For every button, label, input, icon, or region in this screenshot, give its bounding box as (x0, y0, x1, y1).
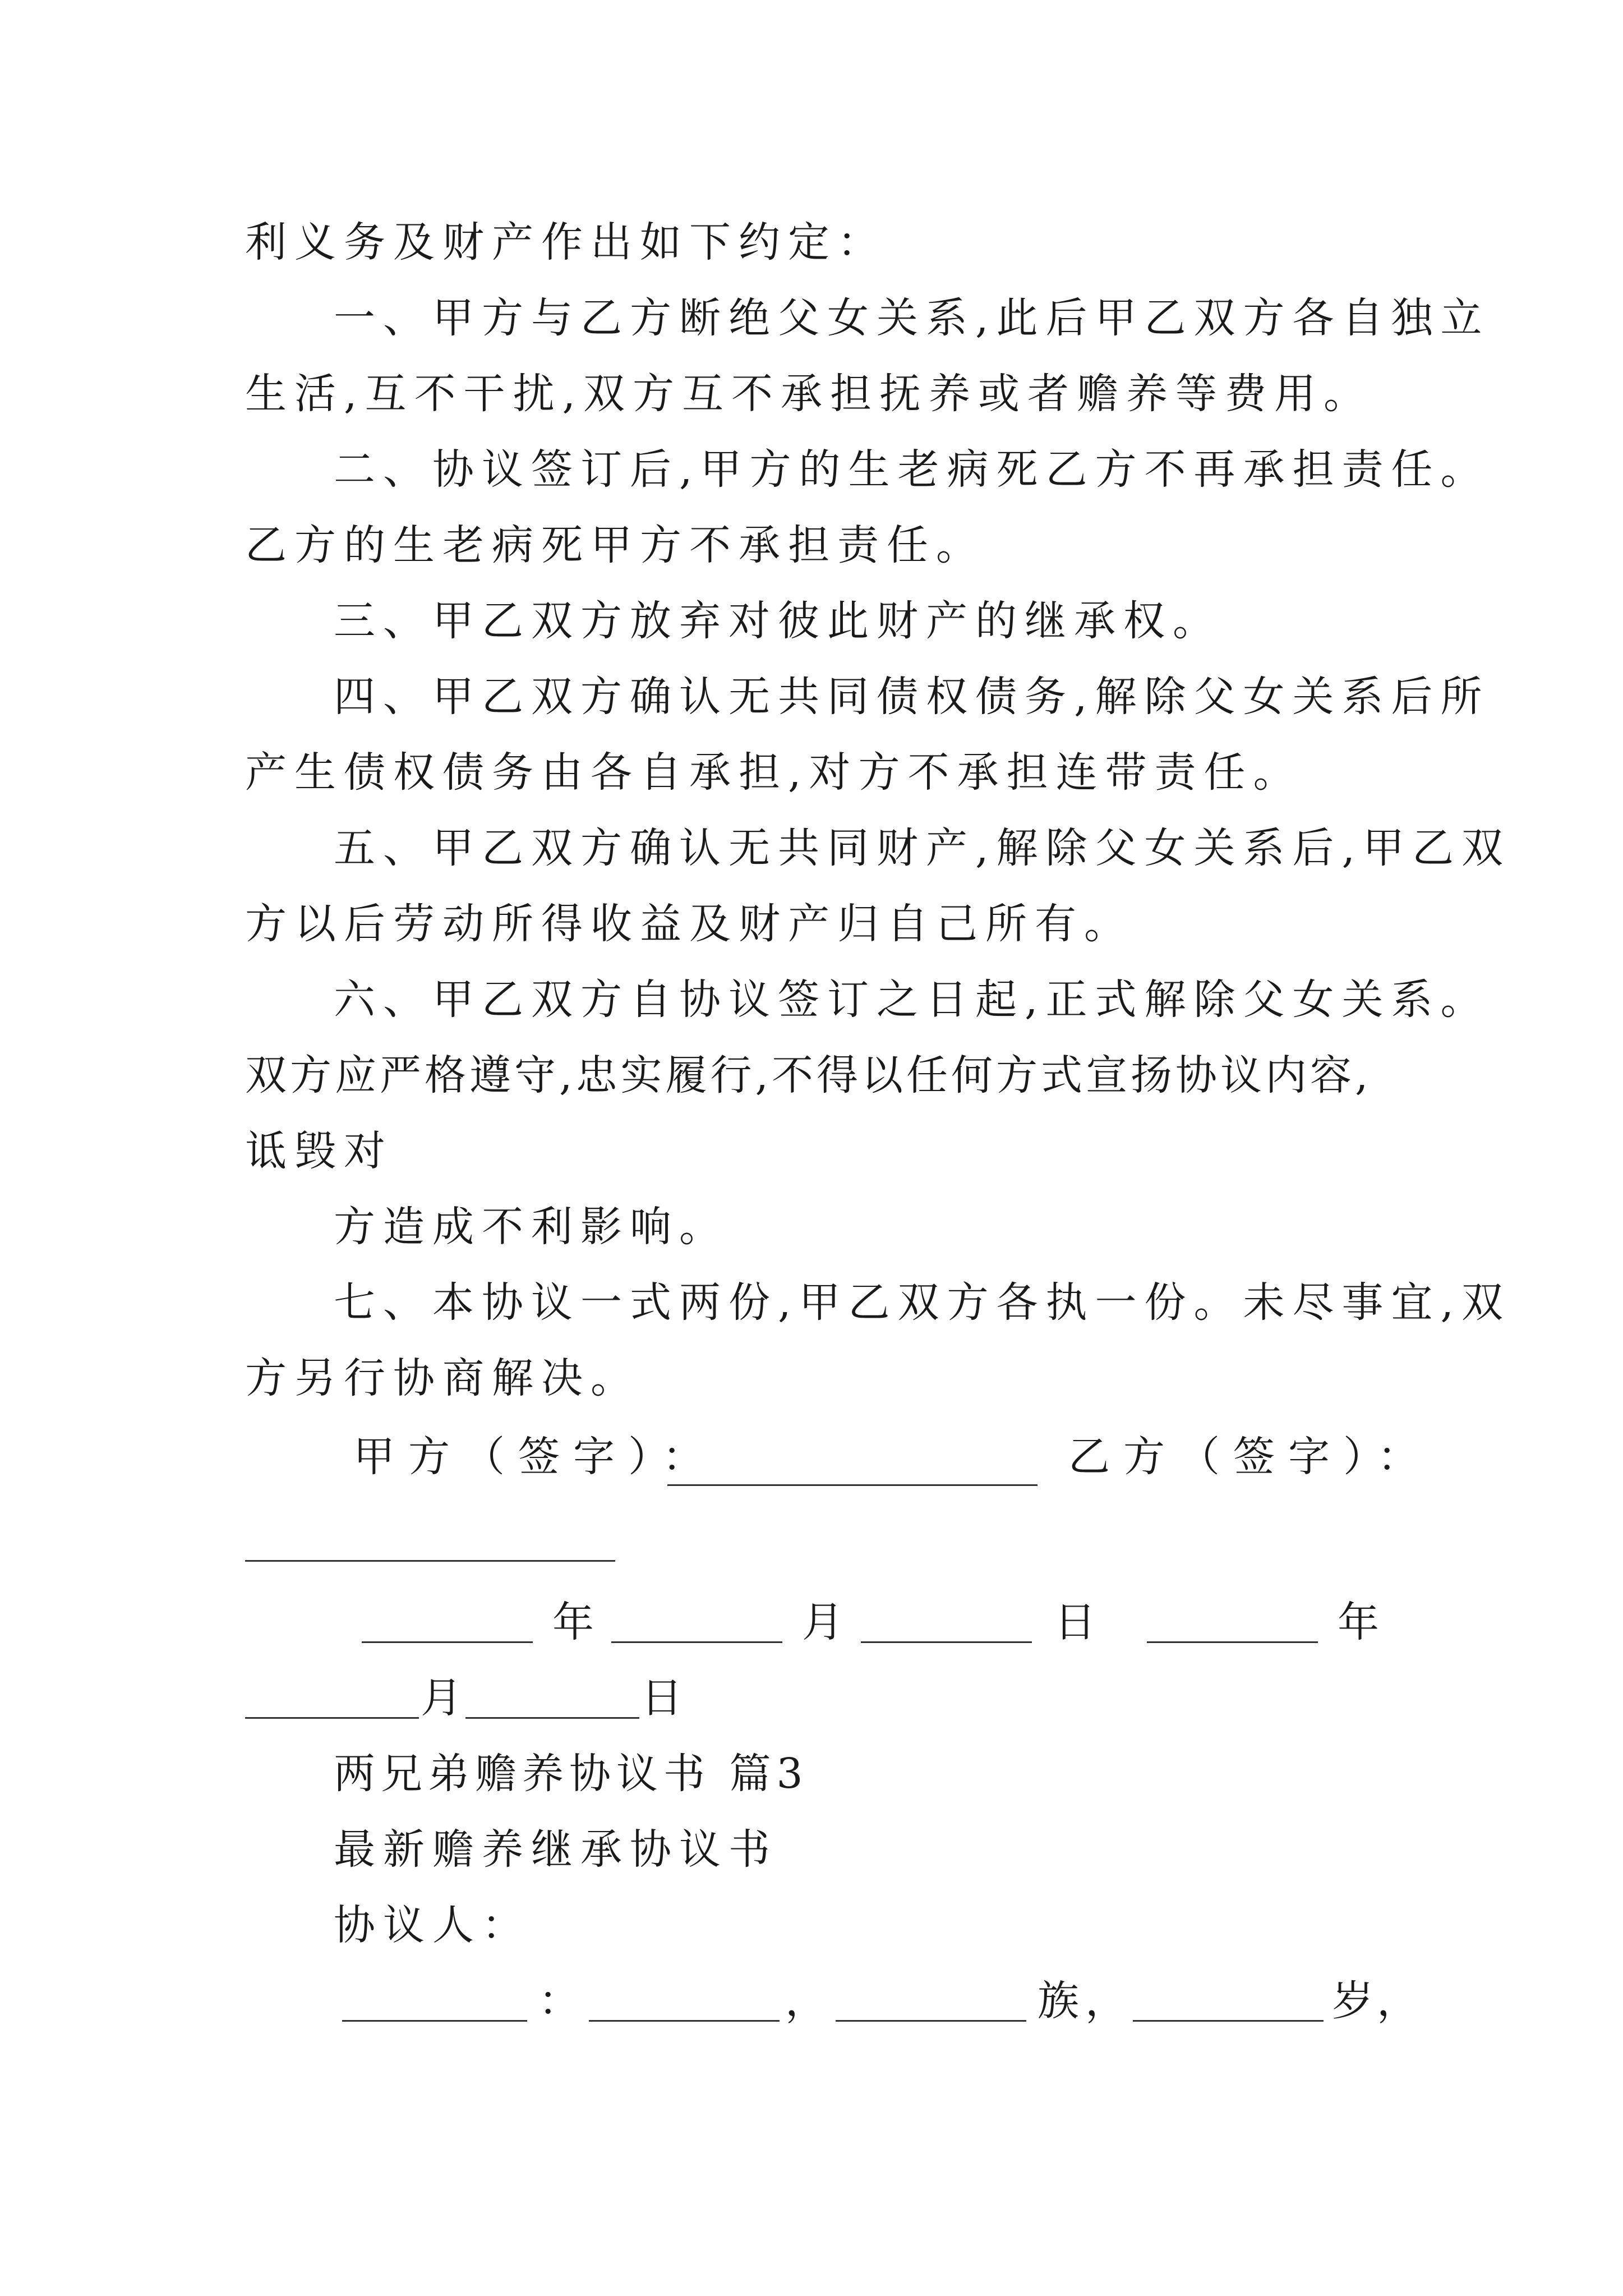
party-age-comma: ， (1377, 1977, 1426, 2025)
clause-4-line-2: 产生债权债务由各自承担,对方不承担连带责任。 (245, 748, 1303, 797)
party-a-day-field[interactable] (861, 1604, 1032, 1643)
party-gender-comma: ， (785, 1977, 834, 2025)
party-a-signature-field[interactable] (667, 1447, 1038, 1486)
clause-4-line-1: 四、甲乙双方确认无共同债权债务,解除父女关系后所 (334, 673, 1490, 721)
party-ethnicity-label: 族 (1038, 1977, 1087, 2025)
party-a-year-label: 年 (552, 1598, 602, 1646)
clause-1-line-2: 生活,互不干扰,双方互不承担抚养或者赡养等费用。 (245, 370, 1373, 418)
party-b-day-label: 日 (641, 1674, 690, 1722)
clause-2-line-2: 乙方的生老病死甲方不承担责任。 (245, 521, 985, 569)
party-age-label: 岁 (1332, 1977, 1381, 2025)
intro-line: 利义务及财产作出如下约定： (245, 218, 887, 266)
clause-6-line-3: 诋毁对 (245, 1127, 393, 1175)
party-ethnicity-comma: ， (1085, 1977, 1135, 2025)
clause-7-line-2: 方另行协商解决。 (245, 1354, 640, 1402)
clause-7-line-1: 七、本协议一式两份,甲乙双方各执一份。未尽事宜,双 (334, 1278, 1511, 1327)
party-b-month-field[interactable] (245, 1680, 419, 1719)
party-a-signature-label: 甲方（签字）： (353, 1433, 717, 1481)
clause-6-line-4: 方造成不利影响。 (334, 1203, 728, 1251)
clause-6-line-2: 双方应严格遵守,忠实履行,不得以任何方式宣扬协议内容, (245, 1051, 1372, 1099)
party-b-signature-field[interactable] (245, 1523, 615, 1562)
next-document-title: 两兄弟赡养协议书 篇3 (334, 1750, 809, 1798)
party-name-field[interactable] (342, 1983, 527, 2022)
clause-5-line-2: 方以后劳动所得收益及财产归自己所有。 (245, 900, 1133, 948)
party-b-signature-label: 乙方（签字）： (1068, 1433, 1432, 1481)
party-a-month-label: 月 (802, 1598, 851, 1646)
next-document-subtitle: 最新赡养继承协议书 (334, 1825, 778, 1874)
party-b-month-label: 月 (421, 1674, 470, 1722)
party-a-year-field[interactable] (362, 1604, 533, 1643)
parties-label: 协议人： (334, 1901, 531, 1949)
clause-1-line-1: 一、甲方与乙方断绝父女关系,此后甲乙双方各自独立 (334, 294, 1490, 342)
party-b-year-field[interactable] (1147, 1604, 1318, 1643)
clause-3-line-1: 三、甲乙双方放弃对彼此财产的继承权。 (334, 597, 1222, 645)
party-a-month-field[interactable] (611, 1604, 782, 1643)
clause-6-line-1: 六、甲乙双方自协议签订之日起,正式解除父女关系。 (334, 976, 1490, 1024)
party-ethnicity-field[interactable] (836, 1983, 1026, 2022)
party-b-day-field[interactable] (465, 1680, 639, 1719)
party-b-year-label: 年 (1338, 1598, 1387, 1646)
party-name-colon: ： (538, 1977, 588, 2025)
party-a-day-label: 日 (1054, 1598, 1104, 1646)
clause-2-line-1: 二、协议签订后,甲方的生老病死乙方不再承担责任。 (334, 445, 1490, 494)
party-gender-field[interactable] (589, 1983, 780, 2022)
party-age-field[interactable] (1133, 1983, 1324, 2022)
clause-5-line-1: 五、甲乙双方确认无共同财产,解除父女关系后,甲乙双 (334, 824, 1511, 872)
